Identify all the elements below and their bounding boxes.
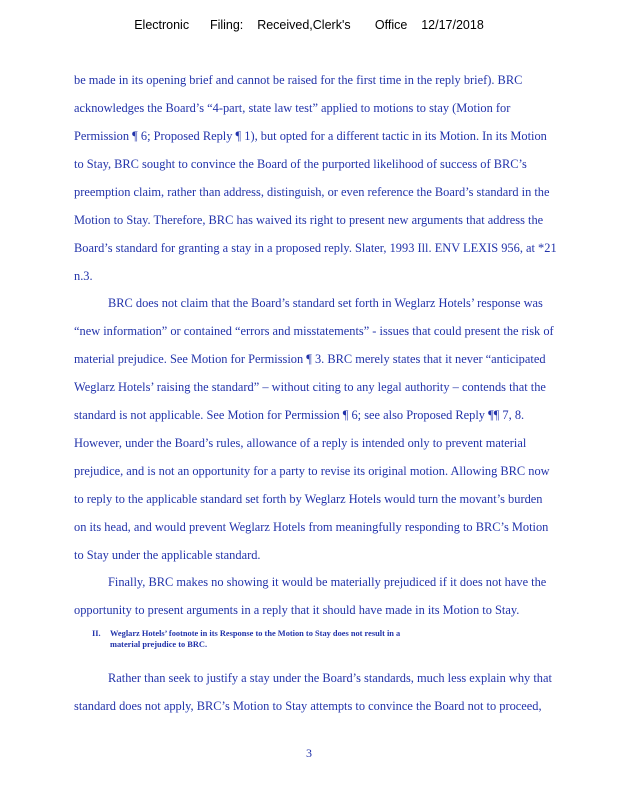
- section-title-line: material prejudice to BRC.: [110, 640, 208, 649]
- text-line: Weglarz Hotels’ raising the standard” – without citing to any legal authority – contends that the: [74, 380, 546, 394]
- section-number: II.: [92, 629, 101, 638]
- text-line: preemption claim, rather than address, distinguish, or even reference the Board’s standard in the: [74, 185, 550, 199]
- text-line: on its head, and would prevent Weglarz Hotels from meaningfully responding to BRC’s Motion: [74, 520, 549, 534]
- text-line: material prejudice. See Motion for Permission ¶ 3. BRC merely states that it never “anticipated: [74, 352, 546, 366]
- text-line: However, under the Board’s rules, allowance of a reply is intended only to prevent material: [74, 436, 527, 450]
- text-line: be made in its opening brief and cannot be raised for the first time in the reply brief). BRC: [74, 73, 523, 87]
- text-line: Permission ¶ 6; Proposed Reply ¶ 1), but opted for a different tactic in its Motion. In its Motion: [74, 129, 547, 143]
- text-line: to Stay, BRC sought to convince the Board of the purported likelihood of success of BRC’s: [74, 157, 527, 171]
- text-line: opportunity to present arguments in a reply that it should have made in its Motion to Stay.: [74, 603, 520, 617]
- text-line: BRC does not claim that the Board’s standard set forth in Weglarz Hotels’ response was: [108, 296, 543, 310]
- paragraph-finally: [74, 568, 554, 624]
- text-line: prejudice, and is not an opportunity for a party to revise its original motion. Allowing BRC now: [74, 464, 550, 478]
- header-office: Office: [374, 18, 408, 32]
- paragraph-continued: [74, 66, 557, 290]
- page-number: 3: [306, 746, 312, 760]
- text-line: to Stay under the applicable standard.: [74, 548, 261, 562]
- text-line: n.3.: [74, 269, 93, 283]
- text-line: Board’s standard for granting a stay in a proposed reply. Slater, 1993 Ill. ENV LEXIS 956, at *21: [74, 241, 557, 255]
- text-line: to reply to the applicable standard set forth by Weglarz Hotels would turn the movant’s burden: [74, 492, 543, 506]
- text-line: standard does not apply, BRC’s Motion to Stay attempts to convince the Board not to proceed,: [74, 699, 542, 713]
- text-line: Motion to Stay. Therefore, BRC has waived its right to present new arguments that address the: [74, 213, 544, 227]
- text-line: Rather than seek to justify a stay under the Board’s standards, much less explain why that: [108, 671, 552, 685]
- header-electronic: Electronic: [134, 18, 190, 32]
- paragraph-rather: [74, 664, 554, 720]
- header-filing: Filing:: [209, 18, 244, 32]
- section-heading: [92, 628, 552, 650]
- text-line: Finally, BRC makes no showing it would be materially prejudiced if it does not have the: [108, 575, 547, 589]
- header-received: Received,Clerk's: [257, 18, 351, 32]
- filing-stamp-header: [0, 18, 618, 32]
- text-line: “new information” or contained “errors and misstatements” - issues that could present the risk of: [74, 324, 554, 338]
- header-date: 12/17/2018: [421, 18, 484, 32]
- text-line: standard is not applicable. See Motion for Permission ¶ 6; see also Proposed Reply ¶¶ 7, 8.: [74, 408, 525, 422]
- section-title-line: Weglarz Hotels’ footnote in its Response to the Motion to Stay does not result in a: [110, 629, 401, 638]
- text-line: acknowledges the Board’s “4-part, state law test” applied to motions to stay (Motion for: [74, 101, 511, 115]
- paragraph-no-claim: [74, 289, 554, 569]
